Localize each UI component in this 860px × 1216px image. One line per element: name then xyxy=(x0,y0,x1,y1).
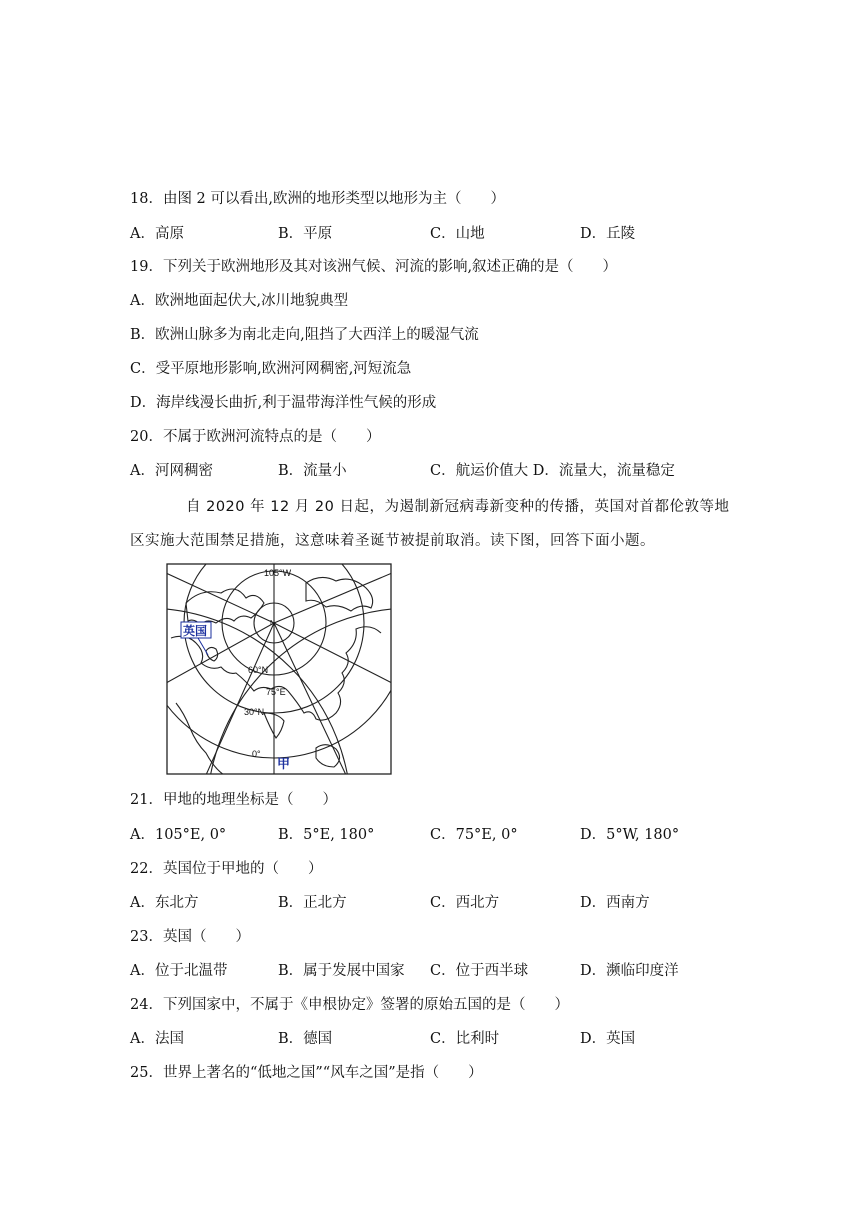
option-b: B．流量小 xyxy=(278,463,347,479)
question-19-option-c: C．受平原地形影响,欧洲河网稠密,河短流急 xyxy=(130,361,412,377)
meridian-line xyxy=(274,573,392,623)
question-18-options xyxy=(130,224,730,244)
question-22-stem: 22．英国位于甲地的（ ） xyxy=(130,861,323,877)
label-30n: 30°N xyxy=(244,707,265,717)
option-a: A．位于北温带 xyxy=(130,963,228,979)
option-c: C．山地 xyxy=(430,226,485,242)
label-north-pole: N xyxy=(270,620,276,627)
question-18-stem: 18．由图 2 可以看出,欧洲的地形类型以地形为主（ ） xyxy=(130,191,506,207)
option-b: B．5°E, 180° xyxy=(278,827,375,843)
question-23-options xyxy=(130,961,730,981)
question-21-options xyxy=(130,825,730,845)
passage-line-1: 自 2020 年 12 月 20 日起，为遏制新冠病毒新变种的传播，英国对首都伦敦等地 xyxy=(186,499,730,515)
reading-passage xyxy=(130,490,730,558)
option-c: C．西北方 xyxy=(430,895,500,911)
question-20-stem: 20．不属于欧洲河流特点的是（ ） xyxy=(130,429,381,445)
coastline-island xyxy=(316,745,340,767)
label-105w: 105°W xyxy=(264,568,292,578)
option-a: A．法国 xyxy=(130,1031,184,1047)
option-d: D．5°W, 180° xyxy=(580,827,680,843)
label-jia: 甲 xyxy=(277,757,291,772)
coastline-eurasia-east xyxy=(288,627,381,720)
option-b: B．正北方 xyxy=(278,895,347,911)
map-outline-right xyxy=(207,608,392,775)
option-c: C．75°E, 0° xyxy=(430,827,518,843)
option-b: B．属于发展中国家 xyxy=(278,963,405,979)
coastline-north-america xyxy=(306,577,373,611)
question-23-stem: 23．英国（ ） xyxy=(130,929,250,945)
question-19-option-b: B．欧洲山脉多为南北走向,阻挡了大西洋上的暖湿气流 xyxy=(130,327,479,343)
map-frame xyxy=(167,564,391,774)
question-19-stem: 19．下列关于欧洲地形及其对该洲气候、河流的影响,叙述正确的是（ ） xyxy=(130,259,618,275)
label-75e: 75°E xyxy=(266,687,286,697)
question-19-option-a: A．欧洲地面起伏大,冰川地貌典型 xyxy=(130,293,349,309)
meridian-line xyxy=(274,623,392,683)
question-19-option-d: D．海岸线漫长曲折,利于温带海洋性气候的形成 xyxy=(130,395,437,411)
question-25-stem: 25．世界上著名的“低地之国”“风车之国”是指（ ） xyxy=(130,1065,483,1081)
question-22-options xyxy=(130,893,730,913)
option-c-d: C．航运价值大 D．流量大，流量稳定 xyxy=(430,463,675,479)
question-20-options xyxy=(130,461,730,481)
option-d: D．濒临印度洋 xyxy=(580,963,679,979)
option-b: B．平原 xyxy=(278,226,333,242)
option-b: B．德国 xyxy=(278,1031,333,1047)
option-d: D．英国 xyxy=(580,1031,636,1047)
meridian-line xyxy=(274,623,346,775)
label-uk: 英国 xyxy=(183,624,208,638)
option-a: A．105°E, 0° xyxy=(130,827,227,843)
label-equator: 0° xyxy=(252,749,261,759)
option-a: A．高原 xyxy=(130,226,184,242)
coastline-africa xyxy=(176,703,224,775)
question-24-stem: 24．下列国家中，不属于《申根协定》签署的原始五国的是（ ） xyxy=(130,997,569,1013)
label-60n: 60°N xyxy=(248,665,269,675)
question-21-stem: 21．甲地的地理坐标是（ ） xyxy=(130,792,337,808)
coastline-eurasia-west xyxy=(171,636,288,691)
meridian-line xyxy=(166,573,274,623)
question-24-options xyxy=(130,1029,730,1049)
option-c: C．位于西半球 xyxy=(430,963,529,979)
passage-line-2: 区实施大范围禁足措施，这意味着圣诞节被提前取消。读下图，回答下面小题。 xyxy=(130,533,655,549)
option-a: A．河网稠密 xyxy=(130,463,213,479)
option-d: D．西南方 xyxy=(580,895,650,911)
polar-map-figure xyxy=(166,563,392,775)
option-c: C．比利时 xyxy=(430,1031,500,1047)
option-a: A．东北方 xyxy=(130,895,199,911)
meridian-line xyxy=(206,623,274,775)
option-d: D．丘陵 xyxy=(580,226,636,242)
